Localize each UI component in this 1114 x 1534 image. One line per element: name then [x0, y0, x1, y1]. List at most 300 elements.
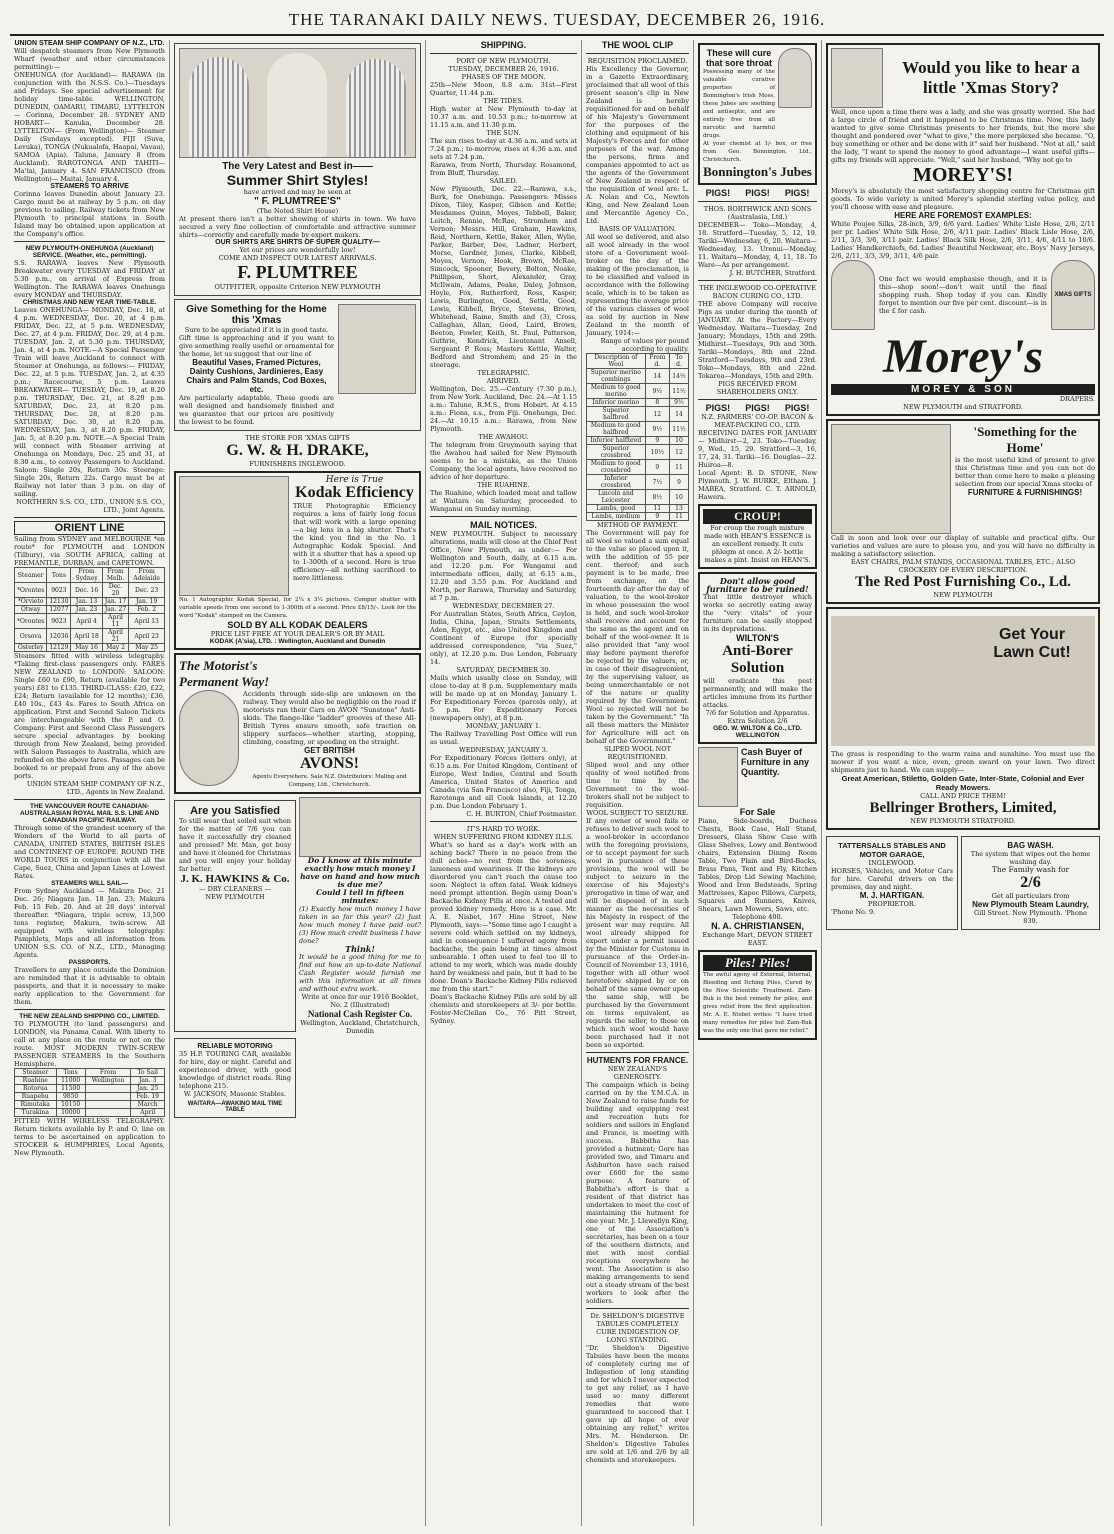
xmas-gifts-label: XMAS GIFTS — [1054, 292, 1092, 298]
tides-text: High water at New Plymouth to-day at 10.37 a.m. and 10.53 p.m.; to-morrow at 11.15 a.m. and 11.30 p.m. — [430, 105, 577, 129]
divider — [586, 1052, 689, 1053]
basis-text: All wool so delivered, and also all wool already in the wool store of a Government wool-broker on the day of the making of the proclamation, is to be classified and valued in accordance with the following scale, which is to be taken as representing the average price of the various classes of wool as sold by auction in New Zealand in the month of January, 1914:— — [586, 233, 689, 337]
cell: 12129 — [47, 644, 71, 652]
ncr-think: Think! — [345, 944, 375, 954]
divider — [14, 517, 165, 518]
table-header: From — [85, 1069, 131, 1077]
inglewood-title: THE INGLEWOOD CO-OPERATIVE BACON CURING CO., LTD. — [699, 284, 816, 300]
man-portrait-icon — [778, 48, 812, 108]
table-row — [587, 475, 689, 490]
cell: Wellington — [85, 1077, 131, 1085]
shirt-line2: Yet our prices are wonderfully low! — [239, 246, 356, 254]
inglewood-text: THE above Company will receive Pigs as under during the month of JANUARY. At the Factory—Every Wednesday. Waitara—Tuesday, 2nd January; Mondays, 15th and 29th. Midhirst—Tuesdays, 9th and 30th. Tariki—Mondays, 8th and 22nd. Stratford—Tuesdays, 9th and 23rd. Toko—Mondays, 8th and 22nd. Tokaroa—Mondays, 15th and 29th. — [698, 300, 817, 380]
onehunga-text: S.S. RARAWA leaves New Plymouth Breakwater every TUESDAY and FRIDAY at 5.30 p.m., on arrival of Express from Wellington. The RARAWA leaves Onehunga every MONDAY and THURSDAY. — [14, 259, 165, 299]
rp-text3: EASY CHAIRS, PALM STANDS, OCCASIONAL TABLES, ETC.; ALSO CROCKERY OF EVERY DESCRIPTION. — [850, 558, 1076, 574]
cell: 14 — [645, 369, 669, 384]
cell: 9 — [645, 513, 669, 521]
cell: 11½ — [669, 422, 688, 437]
cell: Jan. 13 — [71, 598, 102, 606]
table-row — [15, 1093, 165, 1101]
sale-title: For Sale — [739, 807, 776, 817]
lawn-call: CALL AND PRICE THEM! — [920, 792, 1006, 800]
port-title: PORT OF NEW PLYMOUTH. — [456, 57, 551, 65]
ncr-text: It would be a good thing for me to find out how an up-to-date National Cash Register would furnish me with this information at all times and without extra work. — [299, 953, 421, 993]
divider — [698, 201, 817, 202]
nzf-sign: Local Agent: B. D. STONE, New Plymouth. J. W. BURKE, Eltham. J. MABEA, Stratford. C. T. ARNOLD, Hawera. — [698, 469, 817, 501]
cell: Inferior halfbred — [587, 437, 646, 445]
method-text: The Government will pay for all wool so valued a sum equal to the value so placed upon it, with the addition of 55 per cent. thereof; and such payment is to be made, free from exchange, on the fourteenth day after the day of valuation, to the wool-broker in whose possession the wool is held, and such wool-broker shall receive and account for the same as the agent and on behalf of the wool-owner. It is also provided that "any wool may before payment therefor be rejected by the valuers, or, in case of their disagreement, by the supervising valuer, as being unmerchantable or not of the nature or quality required by the Government. Wool so rejected will not be taken by the Government." "In all these matters the Minister for Agriculture will act on behalf of the Government." — [586, 529, 689, 745]
cell: 12 — [669, 445, 688, 460]
seize-title: WOOL SUBJECT TO SEIZURE. — [586, 809, 689, 817]
piles-ad — [698, 950, 817, 1040]
cash-buyer-ad — [698, 747, 817, 807]
man-figure-icon — [267, 53, 327, 157]
sheldon-title: Dr. SHELDON'S DIGESTIVE TABULES COMPLETELY CURE INDIGESTION OF LONG STANDING. — [590, 1312, 685, 1344]
usscol-intro: Will despatch steamers from New Plymouth Wharf (weather and other circumstances permitting):— — [14, 47, 165, 71]
ncr-name: National Cash Register Co. — [307, 1009, 413, 1019]
hawkins-ad — [174, 800, 296, 1032]
table-row — [15, 1101, 165, 1109]
cell: *Orontes — [15, 583, 47, 598]
mail-timetable-title: WAITARA—AWAKINO MAIL TIME TABLE — [187, 1101, 283, 1113]
drake-text: Gift time is approaching and if you want to give something really useful or ornamental for the home, let us suggest that our line of — [179, 334, 334, 358]
cell: Feb. 2 — [129, 606, 165, 614]
kodak-caption: No. 1 Autographic Kodak Special, for 2¼ x 3¼ pictures. Compur shutter with variable speeds from one second to 1-300th of a second. Price £8/15/-. Look for the word "Kodak" stamped on the Camera. — [179, 597, 416, 619]
cell — [85, 1085, 131, 1093]
kodak-sold: SOLD BY ALL KODAK DEALERS — [227, 620, 368, 630]
cell: 10000 — [56, 1109, 85, 1117]
nzs-foot: FITTED WITH WIRELESS TELEGRAPHY. Return tickets available by P. and O. line on terms to be ascertained on application to STOCKER & HUMPHRIES, Local Agents, New Plymouth. — [14, 1117, 165, 1157]
masthead-title: THE TARANAKI DAILY NEWS. TUESDAY, DECEMBER 26, 1916. — [288, 10, 826, 29]
table-row — [15, 1077, 165, 1085]
ncr-question2: Could I tell in fifteen minutes: — [316, 888, 404, 905]
basis-range: Range of values per pound according to quality. — [600, 337, 689, 353]
drake-text2: Are particularly adaptable. These goods are well designed and handsomely finished and we guarantee that our prices are positively the lowest to be found. — [179, 394, 334, 426]
piles-title: Piles! Piles! — [703, 955, 812, 971]
cell: April 21 — [102, 629, 129, 644]
cell: 11½ — [669, 384, 688, 399]
column-shipping-news — [426, 40, 582, 1526]
table-row — [587, 460, 689, 475]
table-row — [587, 369, 689, 384]
bag-text: The system that wipes out the home washing day. — [970, 850, 1091, 866]
cell: May 2 — [102, 644, 129, 652]
shipping-title: SHIPPING. — [480, 40, 527, 50]
avon-get: GET BRITISH — [304, 746, 355, 755]
cell: *Orvieto — [15, 598, 47, 606]
cell: March — [131, 1101, 165, 1109]
table-header: From Sydney — [71, 568, 102, 583]
borer-question: Don't allow good furniture to be ruined! — [706, 576, 809, 594]
divider — [14, 241, 165, 242]
column-advertisements — [170, 40, 426, 1526]
borthwick-title: THOS. BORTHWICK AND SONS (Australasia, Ltd.) — [703, 205, 812, 221]
story-title: Would you like to hear a little 'Xmas Story? — [902, 58, 1080, 97]
passports-title: PASSPORTS. — [68, 959, 111, 966]
shirt-text: At present there isn't a better showing of shirts in town. We have secured a very fine collection of comfortable and attractive summer shirts—correctly and carefully made by expert makers. — [179, 215, 416, 239]
bellringer-ad — [826, 607, 1100, 830]
divider — [14, 799, 165, 800]
shirt-foot: OUTFITTER, opposite Criterion NEW PLYMOUTH — [214, 283, 381, 291]
borer-price: 7/6 for Solution and Apparatus. Extra Solution 2/6 — [705, 709, 810, 725]
furniture-illustration-icon — [698, 747, 738, 807]
ruahine-text: The Ruahine, which loaded meat and tallow at Waitara on Saturday, proceeded to Wanganui on Sunday morning. — [430, 489, 577, 513]
table-row — [15, 614, 165, 629]
cell: Osterley — [15, 644, 47, 652]
cell: Jan. 25 — [131, 1085, 165, 1093]
table-row — [15, 583, 165, 598]
man-thinking-illustration-icon — [299, 797, 421, 857]
hawkins-foot: NEW PLYMOUTH — [205, 893, 265, 901]
cell: Orsova — [15, 629, 47, 644]
hutments-text: The campaign which is being carried on by the Y.M.C.A. in New Zealand to raise funds for building and equipping rest and recreation huts for soldiers and sailors in England and France, is meeting with success. Babbitha has provided a hutment; Gore has provided two, and Timaru and Ashburton have each raised over £600 for the same purpose. A feature of Babbitha's effort is that a resident of that district has undertaken to meet the cost of maintaining the hutment for one year. Mr. J. Llewellyn King, one of the Association's secretaries, has been on a tour of the southern districts, and met with most cordial receptions everywhere he went. The Association is also making arrangements to send out a steady stream of the best workers to look after the soldiers. — [586, 1081, 689, 1305]
table-row — [15, 629, 165, 644]
wed-text: For Australian States, South Africa, Ceylon, India, China, Japan, Straits Settlements, Aden, Egypt, etc., also United Kingdom and Continent of Europe (for specially addressed correspondence, "via Suez," only), at 12.20 p.m. Due London, February 14. — [430, 610, 577, 666]
orient-text: Sailing from SYDNEY and MELBOURNE *en route* for PLYMOUTH and LONDON (Tilbury), via SOUTH AFRICA, calling at FREMANTLE, DURBAN, and CAPETOWN. — [14, 535, 165, 567]
table-header: Steamer — [15, 568, 47, 583]
drake-bold: Beautiful Vases, Framed Pictures, Dainty Cushions, Jardinieres, Easy Chairs and Palm Stands, Cod Boxes, etc. — [186, 358, 327, 394]
lawn-text: The grass is responding to the warm rains and sunshine. You must use the mower if you want a nice, even, green sward on your lawn. Two direct shipments just to hand. We can supply— — [831, 750, 1095, 774]
ncr-small: Write at once for our 1916 Booklet, No. 2 (Illustrated) — [301, 993, 419, 1009]
borthwick-sign: J. H. BUTCHER, Stratford. — [729, 269, 817, 277]
croup-text: For croup the rough mixture made with HEAN'S ESSENCE is an excellent remedy. It cuts phlegm at once. A 2/- bottle makes a pint. Insist on HEAN'S. — [704, 524, 811, 564]
drake-ad — [174, 299, 421, 431]
sale-name: N. A. CHRISTIANSEN, — [711, 921, 804, 931]
table-header: From Adelaide — [129, 568, 165, 583]
tatt-prop: PROPRIETOR. — [868, 900, 916, 908]
pigs-header — [698, 403, 817, 413]
cell: April 23 — [129, 629, 165, 644]
table-row — [587, 513, 689, 521]
cell: Turakina — [15, 1109, 57, 1117]
kodak-text: TRUE Photographic Efficiency requires a lens of fairly long focus that will work with a large opening —a big lens in a big shutter. That's the kind you find in the No. 1 Autographic Kodak Special. And with it a shutter that has a speed up to 1-300th of a second. Here is true efficiency—all nothing sacrificed to mere littleness. — [293, 502, 416, 582]
cell: 9023 — [47, 583, 71, 598]
moon-title: PHASES OF THE MOON. — [461, 73, 546, 81]
rp-name: The Red Post Furnishing Co., Ld. — [855, 574, 1071, 590]
cell: 8½ — [645, 490, 669, 505]
wool-text: His Excellency the Governor, in a Gazette Extraordinary, proclaimed that all wool of this present season's clip in New Zealand is hereby requisitioned for and on behalf of his Majesty's Government for the purposes of the clothing and equipment of his Majesty's Forces and for other purposes of the war. Among the persons, firms and companies appointed to act as the agents of the Government of New Zealand in respect of the requisition of wool are: L. A. Nolan and Co., Newton King, and New Zealand Loan and Mercantile Agency Co., Ltd. — [586, 65, 689, 225]
nzs-text: TO PLYMOUTH (to land passengers) and LONDON, via Panama Canal. With liberty to call at any place on the route or not on the route. MOST MODERN TWIN-SCREW PASSENGER STEAMERS In the Southern Hemisphere. — [14, 1020, 165, 1068]
morey-foot: NEW PLYMOUTH and STRATFORD. — [903, 403, 1023, 411]
ruahine-title: THE RUAHINE. — [477, 481, 530, 489]
masthead — [10, 6, 1104, 36]
nzf-text: RECEIVING DATES FOR JANUARY— Midhirst—2, 23. Toko—Tuesday, 9, Wed., 15, 29. Stratford—3, 16, 17, 24, 31. Tariki—16. Douglas—22. Huiroa—8. — [698, 429, 817, 469]
cell: 12077 — [47, 606, 71, 614]
ncr-list: (1) Exactly how much money I have taken in so far this year? (2) Just how much money I have paid out? (3) How much credit business I have done? — [299, 905, 421, 945]
avon-foot: Agents Everywhere. Sale N.Z. Distributors: Maling and Company, Ltd., Christchurch. — [252, 774, 407, 788]
cell: Jan. 19 — [129, 598, 165, 606]
cell: 11 — [645, 505, 669, 513]
borer-text: That little destroyer which works so secretly eating away the "very vitals" of your furniture can be easily stopped in its depredations. — [703, 593, 812, 633]
wool-title: THE WOOL CLIP — [601, 40, 674, 50]
story-text: Well, once upon a time there was a lady, and she was greatly worried. She had a large circle of friend and it happened to be Christmas time. Now, this lady wanted to give some Christmas presents to her friends, but the more she thought and pondered over "what to give," the more perplexed she became. "O, buy something or other and be done with it" said her husband. "Not at all," said the lady, "I want to spend the money to good advantage—I want useful gifts—gifts my friends will appreciate. "Well," said her husband, "Why not go to — [831, 108, 1095, 164]
cell: Superior merino combings — [587, 369, 646, 384]
cell: Dec. 23 — [129, 583, 165, 598]
tatt-sub: INGLEWOOD. — [868, 859, 916, 867]
awahou-title: THE AWAHOU. — [478, 433, 529, 441]
rp-foot: NEW PLYMOUTH — [933, 591, 993, 599]
lawn-foot: NEW PLYMOUTH STRATFORD. — [910, 817, 1016, 825]
bag-price: 2/6 — [1020, 874, 1041, 891]
cell: 10½ — [645, 445, 669, 460]
slipe-title: SLIPED WOOL NOT REQUISITIONED. — [604, 745, 671, 761]
shirt-line3: COME AND INSPECT OUR LATEST ARRIVALS. — [218, 254, 377, 262]
pigs-label: PIGS! — [784, 188, 810, 198]
shirt-shop-sub: (The Noted Shirt House) — [256, 207, 339, 215]
cell: 11500 — [56, 1085, 85, 1093]
table-header: Tons — [47, 568, 71, 583]
kodak-title: Kodak Efficiency — [295, 484, 414, 501]
bag-name: New Plymouth Steam Laundry, — [972, 900, 1089, 909]
table-header: To Sail — [131, 1069, 165, 1077]
doan-foot: Doan's Backache Kidney Pills are sold by all chemists and storekeepers at 3/- per bottle. Foster-McClellan Co., 76 Pitt Street, Sydney. — [430, 993, 577, 1025]
table-row — [587, 399, 689, 407]
avon-title2: Permanent Way! — [179, 674, 270, 689]
cp-sail: From Sydney Auckland — Makura Dec. 21 Dec. 26; Niagara Jan. 18 Jan. 23; Makura Feb. 15 Feb. 20. And at 28 days' interval thereafter. *Niagara, triple screw, 13,500 tons register; Makura, twin-screw. All equipped with wireless telegraphy. Pamphlets, Maps and all information from UNION S.S. CO. of N.Z., LTD., Managing Agents. — [14, 887, 165, 959]
morey-drapers: DRAPERS. — [1059, 395, 1095, 403]
pigs-header — [698, 188, 817, 198]
rp-text2: Call in soon and look over our display of suitable and practical gifts. Our varieties and values are sure to please you, and you will have no difficulty in making a satisfactory selection. — [831, 534, 1095, 558]
chair-illustration-icon — [338, 304, 416, 394]
column-display-ads — [822, 40, 1104, 1526]
rp-text: is the most useful kind of present to give this Christmas time and you can not do better than come here to make a pleasing selection from our special Xmas stocks of — [955, 456, 1095, 488]
cell: Superior halfbred — [587, 407, 646, 422]
sheldon-text: "Dr. Sheldon's Digestive Tabules have been the means of completely curing me of Indigestion of long standing and for which I never expected to get any relief, as I have used so many different remedies that were guaranteed to succeed that I gave up all hope of ever obtaining any relief," writes Mrs. M. Henderson. Dr. Sheldon's Digestive Tabules are sold at 1/6 and 2/6 by all chemists and storekeepers. — [586, 1344, 689, 1464]
avon-name: AVONS! — [300, 755, 359, 772]
cell: Jan. 27 — [102, 606, 129, 614]
sale-address: Exchange Mart, DEVON STREET EAST. — [702, 931, 813, 947]
kodak-price: PRICE LIST FREE AT YOUR DEALER'S OR BY MAIL — [210, 630, 385, 638]
doan-title: IT'S HARD TO WORK. — [466, 825, 541, 833]
hutments-title: HUTMENTS FOR FRANCE. — [586, 1056, 689, 1065]
method-title: METHOD OF PAYMENT. — [597, 521, 678, 529]
morey-logo: Morey's — [883, 330, 1043, 383]
xmas-timetable-text: Leaves ONEHUNGA— MONDAY, Dec. 18, at 4 p.m. WEDNESDAY, Dec. 20, at 4 p.m. FRIDAY, Dec. 22, at 5 p.m. WEDNESDAY, Dec. 27, at 4 p.m. FRIDAY, Dec. 29, at 4 p.m. TUESDAY, Jan. 2, at 5.30 p.m. THURSDAY, Jan. 4, at 4 p.m. NOTE.—A Special Passenger Train will leave Auckland to connect with Steamer at Onehunga, as follows:— FRIDAY, Dec. 22, at 5 p.m. TUESDAY, Jan. 2, at 4.35 p.m.; Racecourse, 5 p.m. Leaves BREAKWATER— TUESDAY, Dec. 19, at 8.20 p.m. THURSDAY, Dec. 21, at 8.20 p.m. SATURDAY, Dec. 23, at 8.20 p.m. THURSDAY, Dec. 28, at 8.20 p.m. SATURDAY, Dec. 30, at 8.20 p.m. WEDNESDAY, Jan. 3, at 8.20 p.m. FRIDAY, Jan. 5, at 8.20 p.m. NOTE.—A Special Train will connect with Steamer arriving at Onehunga on Mondays, Dec. 25 and 31, at 8.30 a.m., to convey Passengers to Auckland. Saloon: Single 20s, Return 30s. Steerage: Single 20s, Return 22s. Cargo must be at Railway not later than 3 p.m. on day of sailing. — [14, 306, 165, 498]
wedj-text: For Expeditionary Forces (letters only), at 6.15 a.m. For United Kingdom, Continent of Europe, West Indies, Central and South America, United States of America and Canada (via San Francisco) also, Fiji, Tonga, Rarotonga and all Cook Islands, at 12.20 p.m. Due London February 1. — [430, 754, 577, 810]
tides-title: THE TIDES. — [483, 97, 524, 105]
croup-ad — [698, 504, 817, 569]
tatt-title: TATTERSALLS STABLES AND MOTOR GARAGE, — [838, 841, 946, 859]
doan-text: What's so hard as a day's work with an aching back? There is no peace from the dull aches—no rest from the soreness, lameness and weariness. If the kidneys are disordered you can't reach the cause too soon. Neglect is often fatal. Weak kidneys need prompt attention. Begin using Doan's Backache Kidney Pills at once. A tested and proved kidney remedy. Here is a case. Mr. A. E. Nisbet, 167 Hine Street, New Plymouth, says:—"Some time ago I caught a severe cold which settled on my kidneys, and in consequence I suffered agony from backache, the pain being at times almost unbearable. I often used to feel too ill to attend to my work, which was made doubly hard by weakness and pain, but it had to be done. Doan's Backache Kidney Pills relieved me from the start." — [430, 841, 577, 993]
shirt-line: OUR SHIRTS ARE SHIRTS OF SUPER QUALITY— — [215, 239, 380, 246]
cell: May 16 — [71, 644, 102, 652]
cell: 14½ — [669, 369, 688, 384]
table-row — [587, 505, 689, 513]
divider — [586, 1308, 689, 1309]
table-row — [587, 422, 689, 437]
bag-title: BAG WASH. — [1007, 841, 1054, 850]
bag-foot: Gill Street. New Plymouth. 'Phone 839. — [974, 909, 1087, 925]
mon-text: The Railway Travelling Post Office will run as usual. — [430, 730, 577, 746]
wedj-title: WEDNESDAY, JANUARY 3. — [459, 746, 548, 754]
cell: 10 — [669, 490, 688, 505]
borer-sign: GEO. W. WILTON & Co., LTD. WELLINGTON — [713, 725, 802, 739]
cell: Feb. 19 — [131, 1093, 165, 1101]
sailed-title: SAILED. — [489, 177, 518, 185]
cell: 11000 — [56, 1077, 85, 1085]
sat-text: Mails which usually close on Sunday, will close to-day at 8 p.m. Supplementary mails will be made up at on Monday, January 1. For Expeditionary Forces (parcels only), at 5 p.m. For Expeditionary Forces (newspapers only), at 8 p.m. — [430, 674, 577, 722]
sun-title: THE SUN. — [486, 129, 521, 137]
borer-text2: will eradicate this pest permanently, and will make the articles immune from its further attacks. — [703, 677, 812, 709]
man-figure-icon — [189, 57, 249, 157]
moon-text: 25th—New Moon, 8.8 a.m. 31st—First Quarter, 11.44 p.m. — [430, 81, 577, 97]
cell: Ruahine — [15, 1077, 57, 1085]
cell: *Orontes — [15, 614, 47, 629]
cell: Medium to good halfbred — [587, 422, 646, 437]
bonnington-text: Possessing many of the valuable curative properties of Bonnington's Irish Moss, these Jubes are soothing and antiseptic, and are entirely free from all narcotic and harmful drugs. — [703, 69, 775, 139]
cell: Dec. 20 — [102, 583, 129, 598]
story-name: MOREY'S! — [913, 164, 1013, 186]
cp-title: THE VANCOUVER ROUTE CANADIAN-AUSTRALASIAN ROYAL MAIL S.S. LINE AND CANADIAN PACIFIC RAILWAY. — [19, 803, 160, 824]
cell: 9850 — [56, 1093, 85, 1101]
cell: 9 — [645, 437, 669, 445]
cell: 12 — [645, 407, 669, 422]
divider — [14, 1009, 165, 1010]
drake-store: THE STORE FOR 'XMAS GIFTS — [245, 434, 350, 442]
kodak-top: Here is True — [325, 475, 384, 485]
divider — [430, 53, 577, 54]
passports-text: Travellers to any place outside the Dominion are reminded that it is advisable to obtain passports, and that it is necessary to make early application to the Government for them. — [14, 966, 165, 1006]
cell: Jan. 3 — [131, 1077, 165, 1085]
cell: April 4 — [71, 614, 102, 629]
hawkins-text: To still wear that soiled suit when for the matter of 7/6 you can have it successfully dry cleaned and pressed? Mr. Man, get busy and have it cleaned for Christmas and you will enjoy your holiday far better. — [179, 817, 291, 873]
holly-decoration-icon — [831, 48, 883, 108]
examples-text: White Poujee Silks, 28-inch, 3/9, 6/6 yard. Ladies' White Lisle Hose, 2/6, 2/11 per pr. Ladies' White Silk Hose, 2/6, 4/11 pair. Ladies' Black Lisle Hose, 2/6, 2/11, 3/3, 3/6, 3/11 pair. Ladies' Black Silk Hose, 2/6, 3/11, 4/6, 4/11 to 10/6. Ladies' Handkerchiefs, 6d. Ladies' Beautiful Neckwear, etc. Boys' Navy Jerseys, 2/6, 2/11, 3/3, 3/9, 3/11, 4/6 pair. — [831, 220, 1095, 260]
arrived-text: Wellington, Dec. 25.—Century (7.30 p.m.), from New York. Auckland, Dec. 24.—At 1.15 a.m.: Talune, R.M.S., from Hobart. At 4.15 a.m.: Fiona, s.s., from Fiji. Onehunga, Dec. 24.—At 10.15 a.m.: Rarawa, from New Plymouth. — [430, 385, 577, 433]
column-notices — [694, 40, 822, 1526]
sun-text2: Rarawa, from North, Thursday. Rosamond, from Bluff, Thursday. — [430, 161, 577, 177]
xmas-timetable-title: CHRISTMAS AND NEW YEAR TIME-TABLE. — [22, 299, 157, 306]
drake-title: Give Something for the Home this 'Xmas — [186, 304, 327, 326]
cell: Superior crossbred — [587, 445, 646, 460]
cell: Lambs, good — [587, 505, 646, 513]
morey-ad — [826, 43, 1100, 416]
cell: Lambs, medium — [587, 513, 646, 521]
cell: 12130 — [47, 598, 71, 606]
arrive-title: STEAMERS TO ARRIVE — [50, 183, 129, 190]
doan-sub: WHEN SUFFERING FROM KIDNEY ILLS. — [433, 833, 574, 841]
nzs-table — [14, 1068, 165, 1117]
sale-telephone: Telephone 400. — [732, 913, 783, 921]
table-header: Steamer — [15, 1069, 57, 1077]
cell: Rimutaka — [15, 1101, 57, 1109]
table-row — [15, 1109, 165, 1117]
table-row — [587, 384, 689, 399]
sun-text: The sun rises to-day at 4.36 a.m. and sets at 7.24 p.m.; to-morrow, rises at 4.36 a.m. and sets at 7.24 p.m. — [430, 137, 577, 161]
cell: Ruapehu — [15, 1093, 57, 1101]
table-row — [15, 1085, 165, 1093]
croup-title: CROUP! — [703, 509, 812, 524]
borer-wilton: WILTON'S — [736, 633, 779, 643]
awahou-text: The telegram from Greymouth saying that the Awahou had sailed for New Plymouth seems to be a mistake, as the Union Company, the local agents, have received no advice of her departure. — [430, 441, 577, 481]
motoring-ad — [174, 1038, 296, 1118]
red-post-ad — [826, 419, 1100, 604]
cell: Medium to good merino — [587, 384, 646, 399]
cell: April 13 — [129, 614, 165, 629]
borthwick-text: DECEMBER— Toko—Monday, 4, 18. Stratford—Tuesday, 5, 12, 19. Tariki—Wednesday, 6, 20. Waitara—Wednesday, 13. Urenui—Monday, 11. Waitara—Monday, 4, 11, 18. To Ware—As per arrangement. — [698, 221, 817, 269]
mail-text: NEW PLYMOUTH. Subject to necessary alterations, mails will close at the Chief Post Office, New Plymouth, as under:— For Wellington and South, daily, at 6.15 a.m. and 12.20 p.m. For Wanganui and intermediate offices, daily, at 6.15 a.m., 12.20 and 3.55 p.m. For Auckland and North, per Rarawa, Thursday and Saturday, at 7 p.m. — [430, 530, 577, 602]
cell: April — [131, 1109, 165, 1117]
cell: 9½ — [645, 422, 669, 437]
camera-illustration-icon — [179, 476, 289, 596]
tatt-text: HORSES, Vehicles, and Motor Cars for hire. Careful drivers on the premises, day and night. — [831, 867, 953, 891]
wed-title: WEDNESDAY, DECEMBER 27. — [452, 602, 555, 610]
hawkins-sub: — DRY CLEANERS — — [199, 885, 271, 893]
examples-title: HERE ARE FOREMOST EXAMPLES: — [894, 211, 1032, 220]
nzf-title: N.Z. FARMERS' CO-OP. BACON & MEAT-PACKING CO., LTD. — [701, 413, 814, 429]
cell: 9½ — [645, 384, 669, 399]
divider — [430, 821, 577, 822]
shirt-illustration — [179, 48, 416, 158]
motor-title: RELIABLE MOTORING — [197, 1043, 273, 1050]
kodak-ad — [174, 471, 421, 650]
column-shipping-notices — [10, 40, 170, 1526]
slipe-text: Sliped wool and any other quality of wool notified from time to time by the Government to the wool-brokers shall not be subject to requisition. — [586, 761, 689, 809]
tyre-illustration-icon — [179, 690, 239, 786]
cell: 10 — [669, 437, 688, 445]
hutments-sub: NEW ZEALAND'S GENEROSITY. — [607, 1065, 668, 1081]
cell: May 25 — [129, 644, 165, 652]
basis-title: BASIS OF VALUATION. — [598, 225, 676, 233]
table-row — [587, 437, 689, 445]
borer-name: Anti-Borer Solution — [722, 643, 793, 676]
kodak-foot: KODAK (A'sia), LTD. : Wellington, Auckland and Dunedin — [209, 638, 386, 645]
avon-title1: The Motorist's — [179, 658, 258, 673]
cell: 9½ — [669, 399, 688, 407]
cell: Medium to good crossbred — [587, 460, 646, 475]
cell — [85, 1109, 131, 1117]
shirt-name: F. PLUMTREE — [237, 262, 358, 282]
one-fact: One fact we would emphasise though, and it is this—shop soon!—don't wait until the final shopping rush. Shop today if you can. Kindly forget to mention our five per cent. discount—is in the £ for cash. — [879, 275, 1047, 315]
telegraphic-title: TELEGRAPHIC. — [477, 369, 530, 377]
cell: Jan. 23 — [71, 606, 102, 614]
bag-text2: Get all particulars from — [991, 892, 1070, 900]
table-row — [15, 598, 165, 606]
hawkins-name: J. K. HAWKINS & Co. — [180, 873, 290, 885]
table-row — [587, 445, 689, 460]
divider — [698, 280, 817, 281]
bag-wash-ad — [961, 836, 1100, 930]
onehunga-title: NEW PLYMOUTH-ONEHUNGA (Auckland) SERVICE. (Weather, etc., permitting). — [25, 245, 154, 259]
orient-table — [14, 567, 165, 652]
drake-name: G. W. & H. DRAKE, — [226, 442, 369, 459]
cp-sail-title: STEAMERS WILL SAIL— — [51, 880, 128, 887]
bag-sub: The Family wash for — [991, 865, 1070, 874]
cell: April 18 — [71, 629, 102, 644]
sat-title: SATURDAY, DECEMBER 30. — [456, 666, 551, 674]
inglewood-foot: PIGS RECEIVED FROM SHAREHOLDERS ONLY. — [716, 380, 799, 396]
cell — [85, 1093, 131, 1101]
cell: 11 — [669, 460, 688, 475]
table-row — [15, 606, 165, 614]
wool-requisition: REQUISITION PROCLAIMED. — [587, 57, 688, 65]
pigs-label: PIGS! — [745, 188, 770, 198]
avon-ad — [174, 653, 421, 794]
orient-sign: UNION STEAM SHIP COMPANY OF N.Z., LTD., Agents in New Zealand. — [26, 780, 165, 796]
bonnington-name: Bonnington's Jubes — [703, 164, 812, 179]
cell: Dec. 16 — [71, 583, 102, 598]
sailed-text: New Plymouth, Dec. 22.—Rarawa, s.s., Burk, for Onehunga. Passengers: Misses Dixon, Tiley, Kasper, Gibson and Kettle; Mesdames Quinn, Moyes, Tebbell, Baker, Leitch, Rennie, McRae, Stromhem and Vernon; Messrs. Hill, Graham, Hawkins, Reid, Northern, Kettle, Baker, Allen, Wylie, Parker, Barber, Dee, Ladner, Herbert, Morse, Gardner, Jones, Clarke, Kibbell, Moyes, Vernon, Hook, Brown, McRae, Simcock, Spooner, Bevery, Bolton, Noake, Phillipson, Short, Alexander, Gray, McIlwain, Adams, Peake, Daley, Johnson, Hoyle, Fox, Rutherford, Ross, Kasper, Lewis, Burlington, Good, Settle, Good, Lewis, Kibbell, Bryce, Stevens, Brown, Whitehead, Raine, Smith and (3), Cross, Callaghan, Allan, Good, Laird, Brown, Beeton, Fowler, Keith, St. Paul, Patterson, Guthrie, Kendrick, Lieutenant Ansell, Sergeant P. Ross; Masters Kettle, Walter, Bedford and Stromhem; and 25 in the steerage. — [430, 185, 577, 369]
table-header: Description of Wool — [587, 354, 646, 369]
mail-notices-title: MAIL NOTICES. — [470, 520, 537, 530]
cell: Inferior crossbred — [587, 475, 646, 490]
cell: 9 — [669, 475, 688, 490]
bonnington-ad — [698, 43, 817, 185]
cell: Rotorua — [15, 1085, 57, 1093]
tatt-name: M. J. HARTIGAN. — [859, 891, 925, 900]
bonnington-top: These will cure that sore throat — [705, 48, 772, 68]
avon-text: Accidents through side-slip are unknown on the railway. They would also be negligible on the road if motorists ran their Cars on AVON "Sunstone" Anti-skids. The flange-like "ladder" grooves of these All-British Tyres ensure smooth, safe traction on slippery surfaces—whether starting, stopping, climbing, coasting, or speeding on the straight. — [243, 690, 416, 746]
